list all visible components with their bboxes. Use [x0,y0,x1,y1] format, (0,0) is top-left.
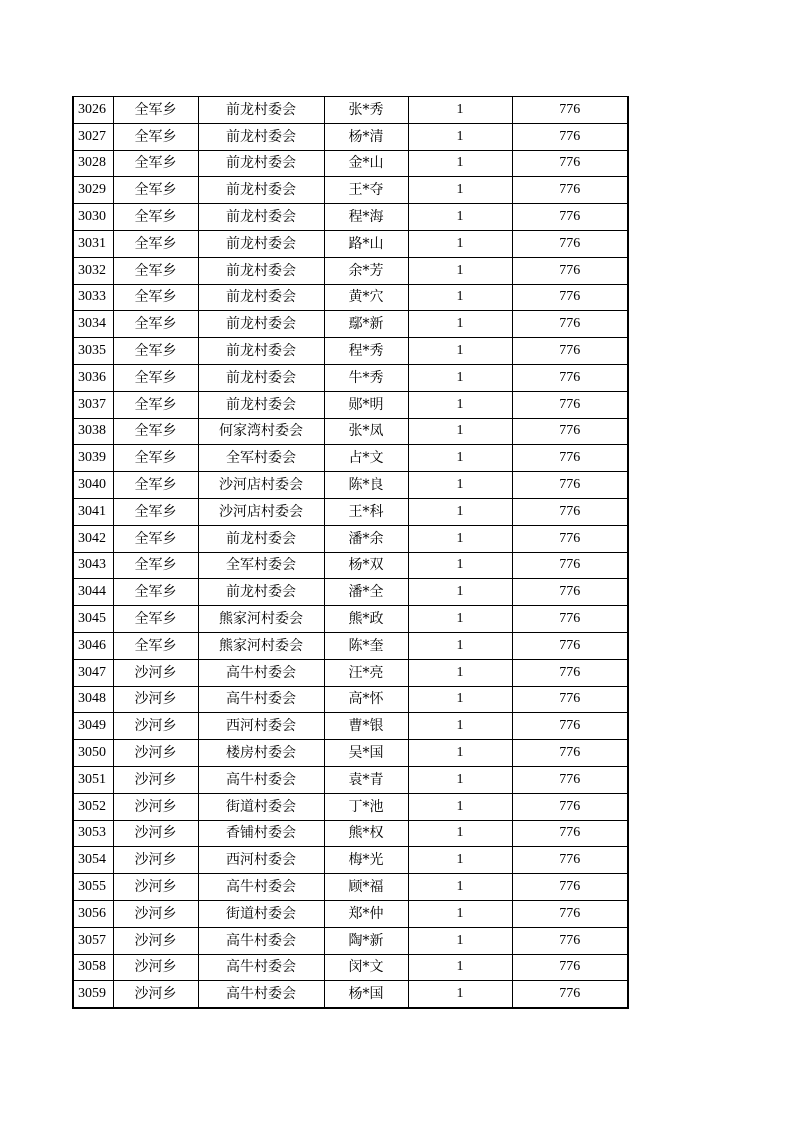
name-cell: 张*凤 [324,418,408,445]
amount-cell: 776 [512,284,628,311]
village-cell: 前龙村委会 [198,257,324,284]
row-id-cell: 3039 [73,445,113,472]
count-cell: 1 [408,230,512,257]
row-id-cell: 3051 [73,766,113,793]
town-cell: 沙河乡 [113,820,198,847]
amount-cell: 776 [512,311,628,338]
table-row [73,150,628,177]
amount-cell: 776 [512,391,628,418]
town-cell: 沙河乡 [113,900,198,927]
data-table [72,96,629,1009]
name-cell: 吴*国 [324,740,408,767]
town-cell: 全军乡 [113,498,198,525]
village-cell: 前龙村委会 [198,364,324,391]
name-cell: 陈*良 [324,472,408,499]
row-id-cell: 3037 [73,391,113,418]
table-row [73,364,628,391]
town-cell: 沙河乡 [113,793,198,820]
village-cell: 何家湾村委会 [198,418,324,445]
village-cell: 前龙村委会 [198,97,324,124]
village-cell: 熊家河村委会 [198,606,324,633]
amount-cell: 776 [512,874,628,901]
town-cell: 全军乡 [113,552,198,579]
table-row [73,766,628,793]
town-cell: 沙河乡 [113,659,198,686]
row-id-cell: 3035 [73,338,113,365]
town-cell: 全军乡 [113,391,198,418]
town-cell: 全军乡 [113,97,198,124]
village-cell: 前龙村委会 [198,391,324,418]
count-cell: 1 [408,713,512,740]
amount-cell: 776 [512,150,628,177]
town-cell: 全军乡 [113,123,198,150]
town-cell: 全军乡 [113,364,198,391]
town-cell: 全军乡 [113,525,198,552]
amount-cell: 776 [512,847,628,874]
count-cell: 1 [408,204,512,231]
village-cell: 前龙村委会 [198,177,324,204]
row-id-cell: 3040 [73,472,113,499]
count-cell: 1 [408,418,512,445]
village-cell: 前龙村委会 [198,284,324,311]
village-cell: 香铺村委会 [198,820,324,847]
row-id-cell: 3033 [73,284,113,311]
table-row [73,338,628,365]
amount-cell: 776 [512,981,628,1008]
name-cell: 杨*国 [324,981,408,1008]
town-cell: 沙河乡 [113,847,198,874]
count-cell: 1 [408,311,512,338]
town-cell: 沙河乡 [113,713,198,740]
village-cell: 高牛村委会 [198,981,324,1008]
count-cell: 1 [408,177,512,204]
amount-cell: 776 [512,445,628,472]
village-cell: 前龙村委会 [198,204,324,231]
row-id-cell: 3050 [73,740,113,767]
amount-cell: 776 [512,927,628,954]
table-row [73,498,628,525]
amount-cell: 776 [512,177,628,204]
amount-cell: 776 [512,525,628,552]
village-cell: 高牛村委会 [198,686,324,713]
table-row [73,900,628,927]
name-cell: 占*文 [324,445,408,472]
table-row [73,123,628,150]
name-cell: 曹*银 [324,713,408,740]
row-id-cell: 3058 [73,954,113,981]
town-cell: 全军乡 [113,418,198,445]
table-row [73,686,628,713]
village-cell: 前龙村委会 [198,150,324,177]
table-row [73,793,628,820]
amount-cell: 776 [512,418,628,445]
table-row [73,874,628,901]
name-cell: 郧*明 [324,391,408,418]
count-cell: 1 [408,954,512,981]
town-cell: 全军乡 [113,579,198,606]
amount-cell: 776 [512,686,628,713]
village-cell: 高牛村委会 [198,659,324,686]
table-row [73,230,628,257]
table-body [73,97,628,1009]
town-cell: 沙河乡 [113,686,198,713]
town-cell: 全军乡 [113,230,198,257]
village-cell: 前龙村委会 [198,338,324,365]
table-row [73,97,628,124]
count-cell: 1 [408,766,512,793]
row-id-cell: 3028 [73,150,113,177]
name-cell: 陈*奎 [324,632,408,659]
row-id-cell: 3041 [73,498,113,525]
town-cell: 全军乡 [113,257,198,284]
name-cell: 陶*新 [324,927,408,954]
name-cell: 潘*余 [324,525,408,552]
count-cell: 1 [408,606,512,633]
village-cell: 高牛村委会 [198,954,324,981]
name-cell: 黄*穴 [324,284,408,311]
amount-cell: 776 [512,579,628,606]
row-id-cell: 3027 [73,123,113,150]
town-cell: 沙河乡 [113,766,198,793]
village-cell: 沙河店村委会 [198,498,324,525]
amount-cell: 776 [512,766,628,793]
name-cell: 丁*池 [324,793,408,820]
table-row [73,311,628,338]
row-id-cell: 3046 [73,632,113,659]
village-cell: 高牛村委会 [198,874,324,901]
village-cell: 西河村委会 [198,847,324,874]
amount-cell: 776 [512,364,628,391]
name-cell: 余*芳 [324,257,408,284]
count-cell: 1 [408,579,512,606]
town-cell: 全军乡 [113,472,198,499]
row-id-cell: 3043 [73,552,113,579]
count-cell: 1 [408,445,512,472]
row-id-cell: 3026 [73,97,113,124]
village-cell: 前龙村委会 [198,525,324,552]
name-cell: 潘*全 [324,579,408,606]
count-cell: 1 [408,847,512,874]
village-cell: 高牛村委会 [198,927,324,954]
village-cell: 高牛村委会 [198,766,324,793]
table-row [73,177,628,204]
amount-cell: 776 [512,659,628,686]
town-cell: 全军乡 [113,606,198,633]
count-cell: 1 [408,150,512,177]
count-cell: 1 [408,525,512,552]
row-id-cell: 3036 [73,364,113,391]
row-id-cell: 3056 [73,900,113,927]
row-id-cell: 3053 [73,820,113,847]
table-row [73,204,628,231]
count-cell: 1 [408,552,512,579]
count-cell: 1 [408,97,512,124]
amount-cell: 776 [512,820,628,847]
town-cell: 全军乡 [113,177,198,204]
amount-cell: 776 [512,230,628,257]
village-cell: 楼房村委会 [198,740,324,767]
table-row [73,606,628,633]
table-row [73,632,628,659]
village-cell: 西河村委会 [198,713,324,740]
row-id-cell: 3054 [73,847,113,874]
table-row [73,927,628,954]
name-cell: 闵*文 [324,954,408,981]
amount-cell: 776 [512,204,628,231]
name-cell: 梅*光 [324,847,408,874]
amount-cell: 776 [512,472,628,499]
row-id-cell: 3045 [73,606,113,633]
count-cell: 1 [408,472,512,499]
table-row [73,954,628,981]
row-id-cell: 3031 [73,230,113,257]
village-cell: 前龙村委会 [198,230,324,257]
row-id-cell: 3055 [73,874,113,901]
village-cell: 熊家河村委会 [198,632,324,659]
name-cell: 程*海 [324,204,408,231]
name-cell: 程*秀 [324,338,408,365]
town-cell: 全军乡 [113,445,198,472]
amount-cell: 776 [512,632,628,659]
village-cell: 街道村委会 [198,900,324,927]
count-cell: 1 [408,793,512,820]
name-cell: 熊*政 [324,606,408,633]
row-id-cell: 3049 [73,713,113,740]
name-cell: 顾*福 [324,874,408,901]
name-cell: 鄢*新 [324,311,408,338]
amount-cell: 776 [512,552,628,579]
row-id-cell: 3044 [73,579,113,606]
table-row [73,257,628,284]
row-id-cell: 3059 [73,981,113,1008]
name-cell: 牛*秀 [324,364,408,391]
count-cell: 1 [408,257,512,284]
row-id-cell: 3032 [73,257,113,284]
town-cell: 全军乡 [113,338,198,365]
table-row [73,740,628,767]
amount-cell: 776 [512,793,628,820]
table-row [73,472,628,499]
table-row [73,820,628,847]
count-cell: 1 [408,820,512,847]
town-cell: 沙河乡 [113,954,198,981]
row-id-cell: 3057 [73,927,113,954]
village-cell: 沙河店村委会 [198,472,324,499]
town-cell: 全军乡 [113,284,198,311]
town-cell: 全军乡 [113,150,198,177]
town-cell: 沙河乡 [113,981,198,1008]
count-cell: 1 [408,900,512,927]
town-cell: 沙河乡 [113,874,198,901]
table-row [73,525,628,552]
table-row [73,552,628,579]
name-cell: 杨*清 [324,123,408,150]
count-cell: 1 [408,391,512,418]
table-row [73,391,628,418]
row-id-cell: 3052 [73,793,113,820]
count-cell: 1 [408,981,512,1008]
village-cell: 街道村委会 [198,793,324,820]
amount-cell: 776 [512,257,628,284]
table-row [73,659,628,686]
town-cell: 全军乡 [113,632,198,659]
amount-cell: 776 [512,713,628,740]
count-cell: 1 [408,364,512,391]
amount-cell: 776 [512,900,628,927]
name-cell: 路*山 [324,230,408,257]
name-cell: 金*山 [324,150,408,177]
table-row [73,981,628,1008]
name-cell: 汪*亮 [324,659,408,686]
count-cell: 1 [408,284,512,311]
count-cell: 1 [408,740,512,767]
count-cell: 1 [408,632,512,659]
count-cell: 1 [408,927,512,954]
row-id-cell: 3029 [73,177,113,204]
amount-cell: 776 [512,740,628,767]
town-cell: 沙河乡 [113,740,198,767]
amount-cell: 776 [512,606,628,633]
count-cell: 1 [408,874,512,901]
name-cell: 王*夺 [324,177,408,204]
village-cell: 前龙村委会 [198,123,324,150]
table-row [73,445,628,472]
amount-cell: 776 [512,123,628,150]
row-id-cell: 3042 [73,525,113,552]
row-id-cell: 3038 [73,418,113,445]
name-cell: 张*秀 [324,97,408,124]
village-cell: 前龙村委会 [198,311,324,338]
amount-cell: 776 [512,498,628,525]
amount-cell: 776 [512,338,628,365]
count-cell: 1 [408,498,512,525]
town-cell: 沙河乡 [113,927,198,954]
table-row [73,579,628,606]
table-row [73,713,628,740]
name-cell: 高*怀 [324,686,408,713]
row-id-cell: 3030 [73,204,113,231]
table-row [73,847,628,874]
table-row [73,284,628,311]
count-cell: 1 [408,123,512,150]
count-cell: 1 [408,659,512,686]
count-cell: 1 [408,338,512,365]
name-cell: 袁*青 [324,766,408,793]
table-row [73,418,628,445]
village-cell: 全军村委会 [198,552,324,579]
village-cell: 前龙村委会 [198,579,324,606]
name-cell: 杨*双 [324,552,408,579]
count-cell: 1 [408,686,512,713]
row-id-cell: 3048 [73,686,113,713]
name-cell: 王*科 [324,498,408,525]
town-cell: 全军乡 [113,311,198,338]
row-id-cell: 3047 [73,659,113,686]
name-cell: 熊*权 [324,820,408,847]
village-cell: 全军村委会 [198,445,324,472]
amount-cell: 776 [512,954,628,981]
town-cell: 全军乡 [113,204,198,231]
amount-cell: 776 [512,97,628,124]
row-id-cell: 3034 [73,311,113,338]
name-cell: 郑*仲 [324,900,408,927]
